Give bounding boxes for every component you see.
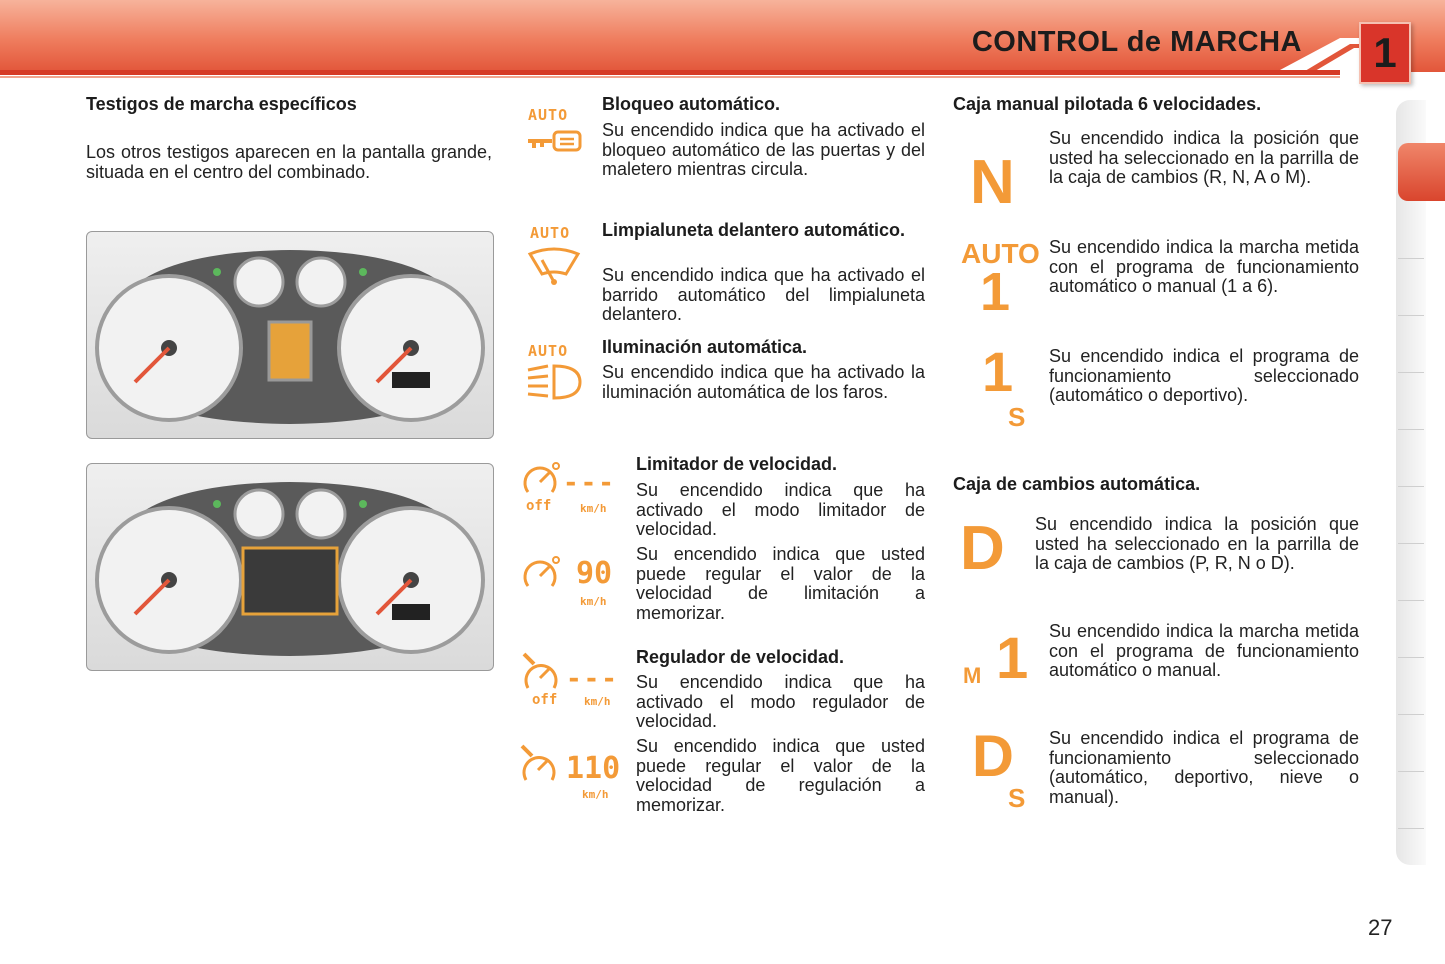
gear-1-icon: 1 [980,262,1011,322]
gear-d-icon: D [960,514,1005,583]
tab-divider [1398,543,1424,544]
auto-label: AUTO [528,342,569,360]
regulator-title: Regulador de velocidad. [636,647,845,667]
automatic-gearbox-heading: Caja de cambios automática. [953,474,1201,494]
gear-auto-label: AUTO [961,238,1040,269]
automatic-text-2: Su encendido indica la marcha metida con el programa de funcionamiento automático o manual. [1049,621,1359,680]
manual-text-1: Su encendido indica la posición que usted ha seleccionado en la parrilla de la caja de cambios (R, N, A o M). [1049,128,1359,187]
gear-n-icon: N [970,148,1015,217]
tab-divider [1398,771,1424,772]
auto-lock-icon [526,128,584,154]
tab-divider [1398,372,1424,373]
off-label: off [532,692,558,708]
tab-divider [1398,486,1424,487]
gear-1-sport-icon: 1 [982,340,1014,403]
automatic-text-3: Su encendido indica el programa de funcionamiento seleccionado (automático, deportivo, nieve o manual). [1049,728,1359,807]
auto-headlight-icon [526,362,582,402]
item-text: Su encendido indica que ha activado el bloqueo automático de las puertas y del maletero mientras circula. [602,120,925,179]
item-text: Su encendido indica que ha activado el barrido automático del limpialuneta delantero. [602,265,925,324]
left-heading: Testigos de marcha específicos [86,94,357,114]
tab-divider [1398,258,1424,259]
auto-wiper-icon [526,244,582,288]
chapter-tab-active[interactable] [1398,143,1445,201]
chapter-tabs [1396,100,1426,865]
manual-m-icon: M [963,663,982,688]
manual-text-2: Su encendido indica la marcha metida con el programa de funcionamiento automático o manual (1 a 6). [1049,237,1359,296]
regulator-dashes: --- [566,664,619,694]
limiter-dashes: --- [563,468,616,498]
header-rule-light [0,76,1340,78]
unit-label: km/h [580,595,607,608]
sport-s-icon: S [1008,402,1026,432]
automatic-text-1: Su encendido indica la posición que usted ha seleccionado en la parrilla de la caja de cambios (P, R, N o D). [1035,514,1359,573]
item-title: Bloqueo automático. [602,94,781,114]
auto-label: AUTO [530,224,571,242]
manual-gearbox-heading: Caja manual pilotada 6 velocidades. [953,94,1262,114]
left-paragraph: Los otros testigos aparecen en la pantalla grande, situada en el centro del combinado. [86,142,492,182]
regulator-text-2: Su encendido indica que usted puede regular el valor de la velocidad de regulación a memorizar. [636,736,925,815]
regulator-text-1: Su encendido indica que ha activado el modo regulador de velocidad. [636,672,925,731]
header-rule [0,70,1340,75]
tab-divider [1398,828,1424,829]
cruise-control-icon [520,650,564,692]
cluster-illustration [87,232,493,438]
tab-divider [1398,600,1424,601]
instrument-cluster-large-display [86,463,494,671]
off-label: off [526,498,552,514]
page-title: CONTROL de MARCHA [971,26,1302,58]
limiter-speed-value: 90 [576,556,613,591]
tab-divider [1398,429,1424,430]
cruise-control-value-icon [518,742,564,784]
item-text: Su encendido indica que ha activado la iluminación automática de los faros. [602,362,925,402]
instrument-cluster-small-display [86,231,494,439]
item-title: Iluminación automática. [602,337,808,357]
page-number: 27 [1368,915,1393,940]
speed-limiter-value-icon [522,556,562,592]
item-title: Limpialuneta delantero automático. [602,220,906,240]
sport-s-icon: S [1008,783,1026,813]
auto-label: AUTO [528,106,569,124]
limiter-title: Limitador de velocidad. [636,454,838,474]
tab-divider [1398,315,1424,316]
gear-d-sport-icon: D [972,724,1014,789]
unit-label: km/h [580,502,607,515]
tab-divider [1398,657,1424,658]
regulator-speed-value: 110 [566,751,621,786]
tab-divider [1398,714,1424,715]
unit-label: km/h [582,788,609,801]
unit-label: km/h [584,695,611,708]
limiter-text-2: Su encendido indica que usted puede regular el valor de la velocidad de limitación a memorizar. [636,544,925,623]
chapter-badge: 1 [1359,22,1411,84]
cluster-illustration [87,464,493,670]
gear-1-icon: 1 [996,626,1029,691]
manual-text-3: Su encendido indica el programa de funcionamiento seleccionado (automático o deportivo). [1049,346,1359,405]
speed-limiter-icon [522,462,562,498]
limiter-text-1: Su encendido indica que ha activado el modo limitador de velocidad. [636,480,925,539]
